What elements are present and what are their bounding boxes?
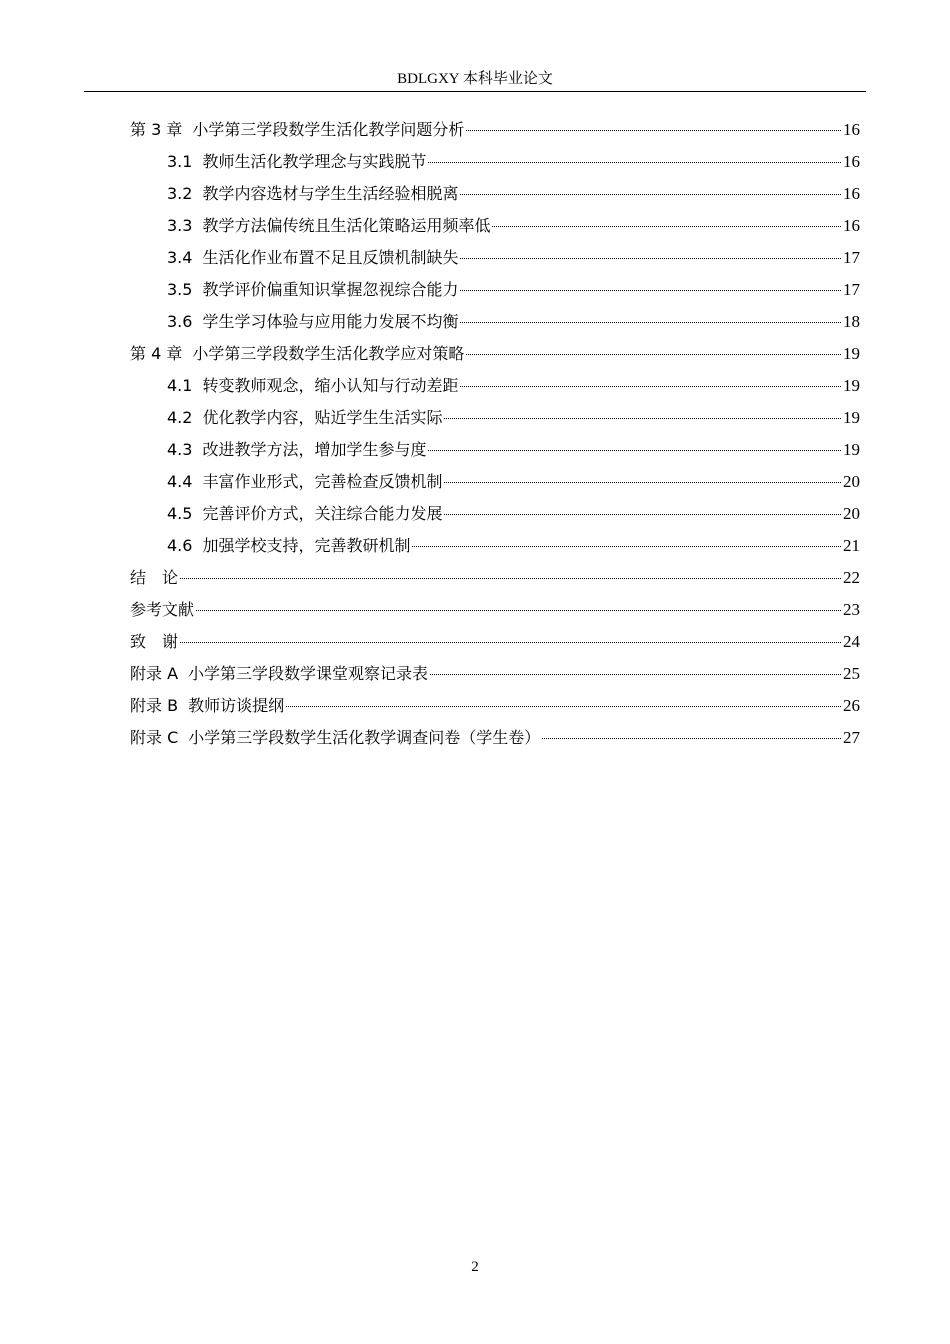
toc-entry-number: 4.5 <box>167 504 193 523</box>
toc-entry[interactable] <box>130 596 860 628</box>
header-divider <box>84 91 866 92</box>
toc-entry-number: 3.4 <box>167 248 193 267</box>
toc-entry-page: 19 <box>843 376 860 395</box>
table-of-contents <box>130 116 860 756</box>
toc-entry-page: 23 <box>843 600 860 619</box>
toc-entry[interactable] <box>130 436 860 468</box>
toc-entry-title: 教师生活化教学理念与实践脱节 <box>202 152 427 171</box>
toc-entry[interactable] <box>130 532 860 564</box>
toc-entry-title: 加强学校支持，完善教研机制 <box>202 536 411 555</box>
toc-dot-leader <box>460 384 841 387</box>
toc-dot-leader <box>412 544 841 547</box>
toc-entry-page: 18 <box>843 312 860 331</box>
toc-dot-leader <box>428 160 841 163</box>
toc-entry-page: 20 <box>843 504 860 523</box>
toc-entry-number: 4.2 <box>167 408 193 427</box>
toc-entry[interactable] <box>130 244 860 276</box>
toc-entry-title: 优化教学内容，贴近学生生活实际 <box>202 408 443 427</box>
toc-dot-leader <box>428 448 841 451</box>
toc-entry-title: 小学第三学段数学生活化教学调查问卷（学生卷） <box>188 728 541 747</box>
toc-entry-number: 附录 C <box>130 728 179 747</box>
toc-entry[interactable] <box>130 308 860 340</box>
toc-entry-number: 第 3 章 <box>130 120 183 139</box>
toc-entry-title: 教师访谈提纲 <box>188 696 285 715</box>
toc-dot-leader <box>444 512 841 515</box>
toc-entry-number: 第 4 章 <box>130 344 183 363</box>
toc-entry-title: 小学第三学段数学生活化教学应对策略 <box>192 344 465 363</box>
toc-entry-number: 3.5 <box>167 280 193 299</box>
toc-entry-page: 17 <box>843 280 860 299</box>
toc-dot-leader <box>542 736 841 739</box>
toc-entry-title: 教学评价偏重知识掌握忽视综合能力 <box>202 280 459 299</box>
toc-entry-number: 4.6 <box>167 536 193 555</box>
toc-entry-title: 生活化作业布置不足且反馈机制缺失 <box>202 248 459 267</box>
toc-dot-leader <box>430 672 841 675</box>
toc-entry-title: 丰富作业形式，完善检查反馈机制 <box>202 472 443 491</box>
toc-dot-leader <box>460 288 841 291</box>
toc-entry-title: 小学第三学段数学生活化教学问题分析 <box>192 120 465 139</box>
toc-dot-leader <box>466 352 841 355</box>
toc-entry-title: 教学内容选材与学生生活经验相脱离 <box>202 184 459 203</box>
toc-dot-leader <box>444 416 841 419</box>
toc-entry-title: 学生学习体验与应用能力发展不均衡 <box>202 312 459 331</box>
toc-entry-title: 改进教学方法，增加学生参与度 <box>202 440 427 459</box>
toc-dot-leader <box>286 704 841 707</box>
toc-entry-page: 27 <box>843 728 860 747</box>
toc-entry-title: 教学方法偏传统且生活化策略运用频率低 <box>202 216 491 235</box>
page-number: 2 <box>471 1259 479 1275</box>
toc-entry-page: 19 <box>843 408 860 427</box>
toc-entry-number: 3.1 <box>167 152 193 171</box>
toc-entry-title: 致 谢 <box>130 632 179 651</box>
toc-entry[interactable] <box>130 564 860 596</box>
toc-dot-leader <box>180 640 841 643</box>
toc-dot-leader <box>196 608 841 611</box>
toc-entry-page: 19 <box>843 344 860 363</box>
toc-entry-number: 3.2 <box>167 184 193 203</box>
toc-entry[interactable] <box>130 468 860 500</box>
toc-entry[interactable] <box>130 660 860 692</box>
toc-entry[interactable] <box>130 628 860 660</box>
toc-entry-page: 19 <box>843 440 860 459</box>
toc-entry[interactable] <box>130 148 860 180</box>
toc-entry-page: 16 <box>843 184 860 203</box>
toc-entry-page: 22 <box>843 568 860 587</box>
toc-dot-leader <box>460 256 841 259</box>
toc-entry-number: 附录 A <box>130 664 179 683</box>
toc-entry-title: 结 论 <box>130 568 179 587</box>
toc-entry-number: 3.3 <box>167 216 193 235</box>
toc-entry-page: 26 <box>843 696 860 715</box>
toc-entry-page: 16 <box>843 120 860 139</box>
toc-entry-title: 转变教师观念，缩小认知与行动差距 <box>202 376 459 395</box>
toc-entry[interactable] <box>130 340 860 372</box>
toc-entry-number: 4.1 <box>167 376 193 395</box>
toc-entry[interactable] <box>130 724 860 756</box>
toc-entry-page: 16 <box>843 216 860 235</box>
toc-entry-page: 24 <box>843 632 860 651</box>
toc-entry-number: 附录 B <box>130 696 179 715</box>
toc-entry[interactable] <box>130 372 860 404</box>
toc-entry[interactable] <box>130 692 860 724</box>
toc-entry-page: 17 <box>843 248 860 267</box>
toc-entry-page: 20 <box>843 472 860 491</box>
toc-entry-number: 3.6 <box>167 312 193 331</box>
toc-dot-leader <box>492 224 841 227</box>
toc-entry-title: 小学第三学段数学课堂观察记录表 <box>188 664 429 683</box>
toc-entry[interactable] <box>130 180 860 212</box>
toc-dot-leader <box>444 480 841 483</box>
toc-entry[interactable] <box>130 116 860 148</box>
toc-entry[interactable] <box>130 404 860 436</box>
toc-entry-page: 21 <box>843 536 860 555</box>
toc-dot-leader <box>460 192 841 195</box>
toc-entry-number: 4.4 <box>167 472 193 491</box>
toc-entry[interactable] <box>130 212 860 244</box>
toc-entry-title: 参考文献 <box>130 600 195 619</box>
toc-entry-page: 16 <box>843 152 860 171</box>
toc-entry-title: 完善评价方式，关注综合能力发展 <box>202 504 443 523</box>
page-header-title: BDLGXY 本科毕业论文 <box>397 71 553 87</box>
toc-entry[interactable] <box>130 500 860 532</box>
toc-entry[interactable] <box>130 276 860 308</box>
toc-entry-number: 4.3 <box>167 440 193 459</box>
toc-entry-page: 25 <box>843 664 860 683</box>
toc-dot-leader <box>460 320 841 323</box>
toc-dot-leader <box>466 128 841 131</box>
toc-dot-leader <box>180 576 841 579</box>
